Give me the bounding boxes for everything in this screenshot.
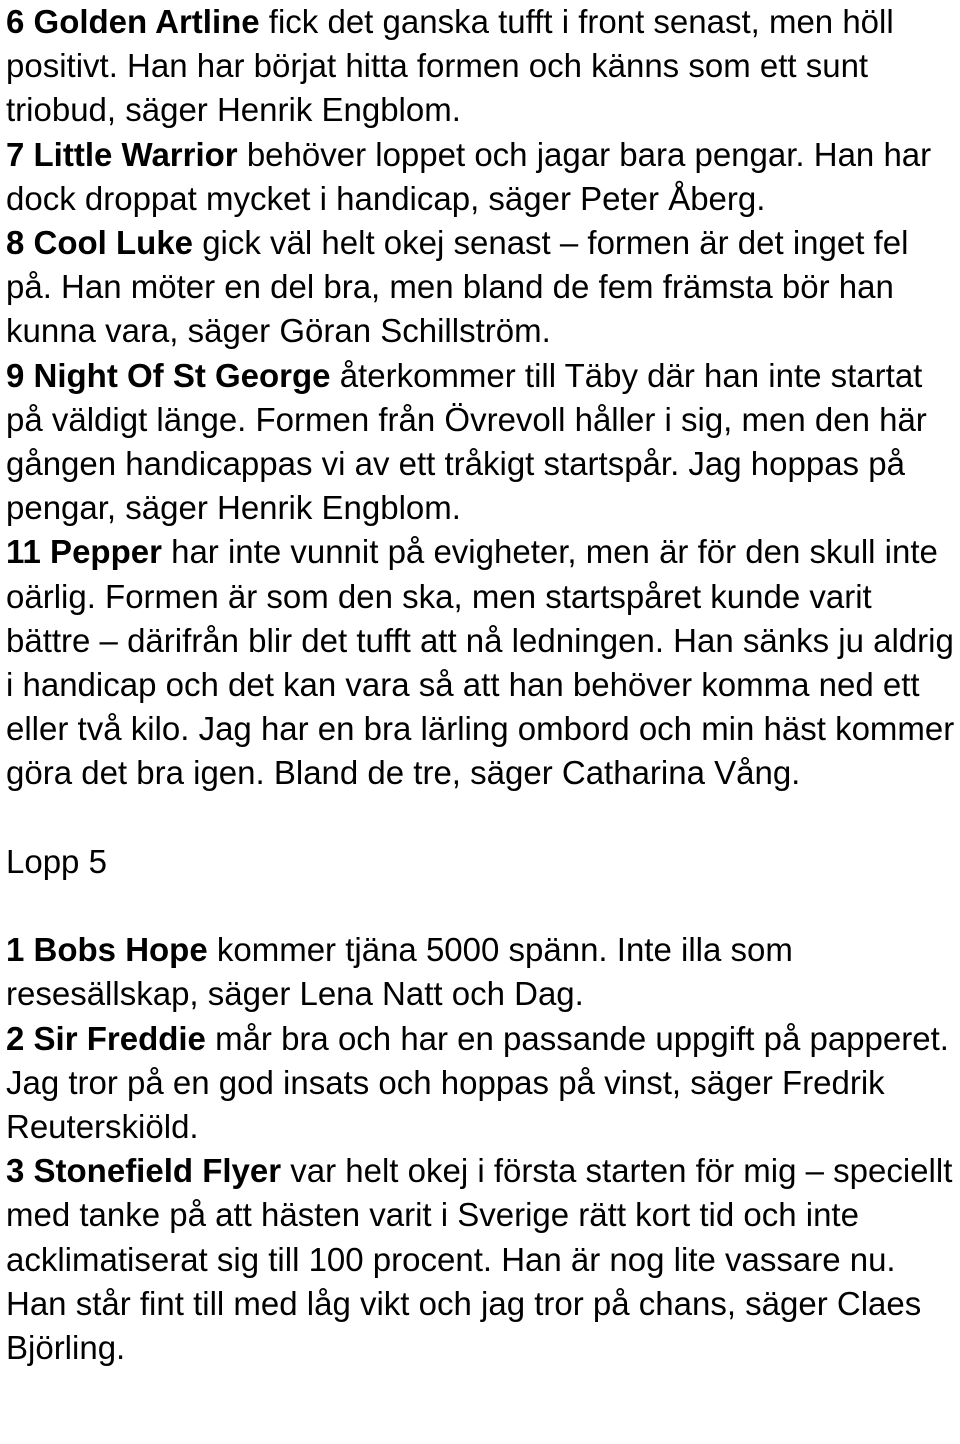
horse-name: 9 Night Of St George (6, 356, 331, 394)
horse-name: 3 Stonefield Flyer (6, 1152, 282, 1190)
race-5-comments (6, 928, 956, 1370)
horse-name: 6 Golden Artline (6, 3, 260, 40)
comment-text: kommer tjäna 5000 spänn. Inte illa som resesällskap, säger Lena Natt och Dag. (6, 931, 793, 1013)
comment-text: mår bra och har en passande uppgift på papperet. Jag tror på en god insats och hoppas på vinst, säger Fredrik Reuterskiöld. (6, 1019, 949, 1146)
document-page (6, 0, 956, 1370)
horse-comment (6, 0, 956, 133)
comment-text: fick det ganska tufft i front senast, men höll positivt. Han har börjat hitta formen och känns som ett sunt triobud, säger Henrik Engblom. (6, 3, 894, 129)
comment-text: var helt okej i första starten för mig – speciellt med tanke på att hästen varit i Sverige rätt kort tid och inte acklimatiserat sig till 100 procent. Han är nog lite vassare nu. Han står fint till med låg vikt och jag tror på chans, säger Claes Björling. (6, 1152, 953, 1367)
horse-comment (6, 221, 956, 354)
horse-comment (6, 1149, 956, 1370)
horse-name: 2 Sir Freddie (6, 1019, 206, 1057)
horse-comment (6, 928, 956, 1016)
comment-text: återkommer till Täby där han inte startat på väldigt länge. Formen från Övrevoll håller i sig, men den här gången handicappas vi av ett tråkigt startspår. Jag hoppas på pengar, säger Henrik Engblom. (6, 356, 927, 527)
horse-name: 1 Bobs Hope (6, 931, 208, 969)
spacer (6, 796, 956, 840)
race-4-comments (6, 0, 956, 796)
race-heading: Lopp 5 (6, 842, 107, 880)
horse-comment (6, 1017, 956, 1150)
spacer (6, 884, 956, 928)
horse-comment (6, 354, 956, 531)
comment-text: gick väl helt okej senast – formen är det inget fel på. Han möter en del bra, men bland de fem främsta bör han kunna vara, säger Göran Schillström. (6, 224, 909, 350)
horse-comment (6, 530, 956, 795)
comment-text: behöver loppet och jagar bara pengar. Han har dock droppat mycket i handicap, säger Peter Åberg. (6, 135, 932, 217)
horse-name: 7 Little Warrior (6, 135, 238, 173)
comment-text: har inte vunnit på evigheter, men är för den skull inte oärlig. Formen är som den ska, men startspåret kunde varit bättre – därifrån blir det tufft att nå ledningen. Han sänks ju aldrig i handicap och det kan vara så att han behöver komma ned ett eller två kilo. Jag har en bra lärling ombord och min häst kommer göra det bra igen. Bland de tre, säger Catharina Vång. (6, 533, 955, 792)
horse-name: 8 Cool Luke (6, 224, 194, 262)
horse-name: 11 Pepper (6, 533, 162, 571)
horse-comment (6, 133, 956, 221)
